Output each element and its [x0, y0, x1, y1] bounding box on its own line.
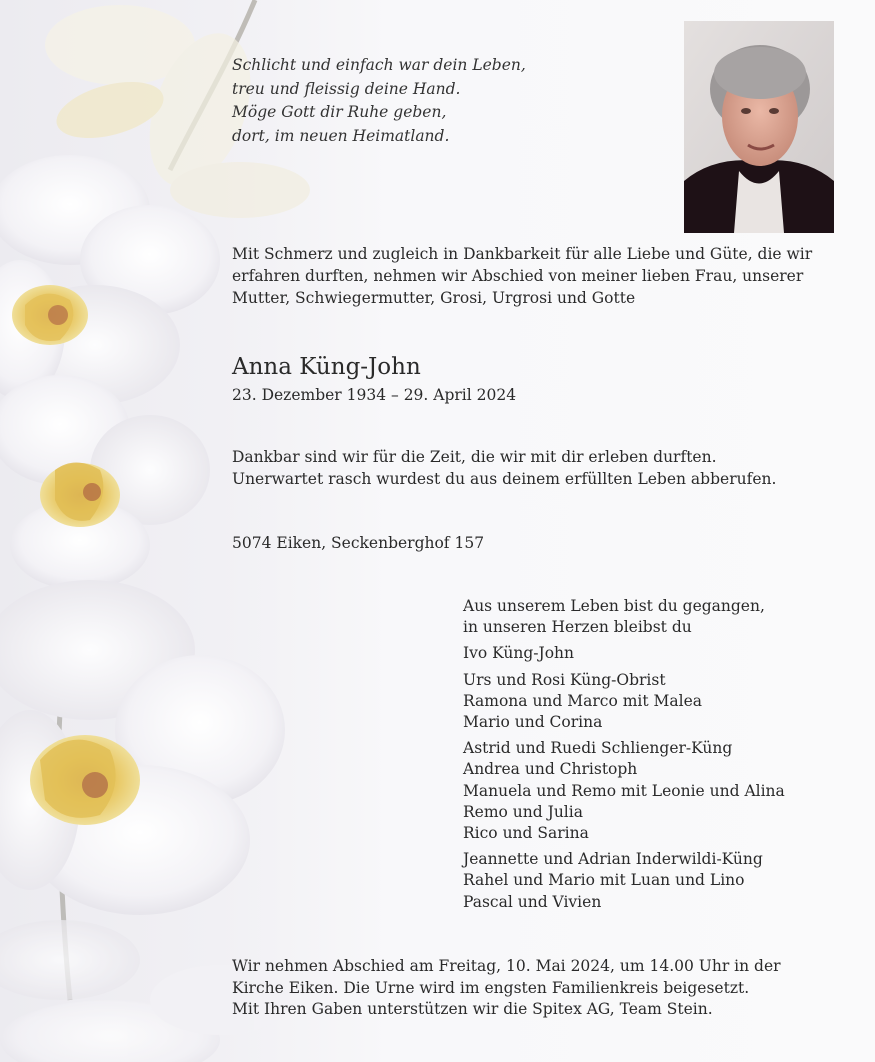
- family-list: [463, 596, 863, 918]
- deceased-name: Anna Küng-John: [232, 354, 421, 380]
- family-line: Remo und Julia: [463, 802, 583, 821]
- life-dates: 23. Dezember 1934 – 29. April 2024: [232, 386, 517, 404]
- family-group: [463, 738, 863, 844]
- family-line: Rico und Sarina: [463, 824, 589, 843]
- closing-line: Wir nehmen Abschied am Freitag, 10. Mai 2024, um 14.00 Uhr in der: [232, 957, 781, 975]
- poem-line: Schlicht und einfach war dein Leben,: [232, 56, 526, 74]
- family-line: Jeannette und Adrian Inderwildi-Küng: [463, 850, 763, 869]
- poem-line: Möge Gott dir Ruhe geben,: [232, 103, 447, 121]
- portrait-photo: [684, 21, 834, 233]
- family-group: [463, 670, 863, 734]
- family-group: [463, 849, 863, 913]
- family-line: in unseren Herzen bleibst du: [463, 618, 692, 637]
- family-line: Mario und Corina: [463, 713, 603, 732]
- poem-line: dort, im neuen Heimatland.: [232, 126, 450, 145]
- family-line: Manuela und Remo mit Leonie und Alina: [463, 781, 785, 800]
- family-line: Urs und Rosi Küng-Obrist: [463, 670, 666, 689]
- family-group: [463, 643, 863, 664]
- family-line: Astrid und Ruedi Schlienger-Küng: [463, 739, 733, 758]
- thanks-text: [232, 446, 776, 490]
- intro-line: Mutter, Schwiegermutter, Grosi, Urgrosi und Gotte: [232, 289, 636, 307]
- family-line: Aus unserem Leben bist du gegangen,: [463, 597, 765, 615]
- family-line: Rahel und Mario mit Luan und Lino: [463, 871, 745, 890]
- poem: [232, 54, 652, 148]
- intro-text: [232, 243, 842, 309]
- closing-text: [232, 956, 852, 1021]
- intro-line: Mit Schmerz und zugleich in Dankbarkeit für alle Liebe und Güte, die wir: [232, 245, 813, 263]
- family-line: Andrea und Christoph: [463, 760, 638, 779]
- family-group: [463, 596, 863, 638]
- closing-line: Kirche Eiken. Die Urne wird im engsten Familienkreis beigesetzt.: [232, 978, 750, 997]
- family-line: Ramona und Marco mit Malea: [463, 691, 703, 710]
- family-line: Pascal und Vivien: [463, 892, 602, 911]
- intro-line: erfahren durften, nehmen wir Abschied von meiner lieben Frau, unserer: [232, 267, 804, 285]
- family-line: Ivo Küng-John: [463, 644, 575, 663]
- address: 5074 Eiken, Seckenberghof 157: [232, 534, 485, 552]
- thanks-line: Unerwartet rasch wurdest du aus deinem erfüllten Leben abberufen.: [232, 470, 777, 488]
- closing-line: Mit Ihren Gaben unterstützen wir die Spitex AG, Team Stein.: [232, 1000, 713, 1018]
- poem-line: treu und fleissig deine Hand.: [232, 79, 461, 98]
- thanks-line: Dankbar sind wir für die Zeit, die wir mit dir erleben durften.: [232, 448, 717, 466]
